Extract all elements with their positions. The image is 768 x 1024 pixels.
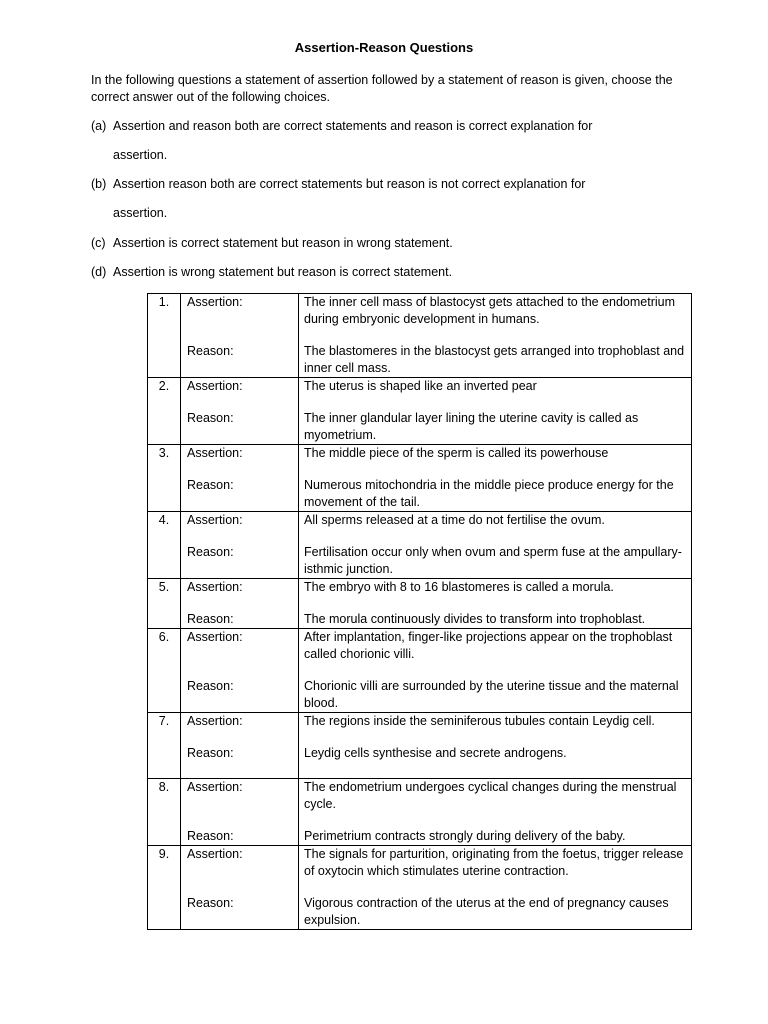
assertion-label: Assertion: — [187, 379, 243, 393]
choice-label: (b) — [91, 177, 107, 191]
question-number: 9. — [148, 846, 181, 930]
label-cell — [181, 445, 299, 512]
label-cell — [181, 378, 299, 445]
question-number: 1. — [148, 294, 181, 378]
choice-b — [91, 177, 691, 220]
reason-label: Reason: — [187, 896, 234, 910]
question-row — [148, 779, 692, 846]
reason-text: Leydig cells synthesise and secrete androgens. — [304, 746, 567, 760]
question-number: 3. — [148, 445, 181, 512]
assertion-label: Assertion: — [187, 513, 243, 527]
choice-c — [91, 236, 691, 250]
label-spacer — [187, 796, 298, 828]
statement-gap — [304, 880, 687, 895]
label-spacer — [187, 395, 298, 410]
questions-table — [147, 293, 692, 930]
statement-cell — [299, 779, 692, 846]
question-row — [148, 846, 692, 930]
question-row — [148, 445, 692, 512]
assertion-label: Assertion: — [187, 714, 243, 728]
reason-label: Reason: — [187, 344, 234, 358]
question-number: 8. — [148, 779, 181, 846]
label-cell — [181, 579, 299, 629]
choice-text: Assertion reason both are correct statements but reason is not correct explanation for — [113, 177, 586, 191]
instructions: In the following questions a statement of assertion followed by a statement of reason is given, choose the correct answer out of the following choices. — [91, 73, 673, 104]
choice-text-continued: assertion. — [113, 206, 168, 220]
reason-text: Vigorous contraction of the uterus at the end of pregnancy causes expulsion. — [304, 896, 669, 927]
statement-cell — [299, 378, 692, 445]
statement-cell — [299, 294, 692, 378]
statement-gap — [304, 395, 687, 410]
statement-cell — [299, 713, 692, 779]
assertion-text: The uterus is shaped like an inverted pear — [304, 379, 537, 393]
statement-gap — [304, 328, 687, 343]
choice-d — [91, 265, 691, 279]
reason-label: Reason: — [187, 612, 234, 626]
page-title: Assertion-Reason Questions — [294, 40, 474, 55]
choice-text: Assertion and reason both are correct statements and reason is correct explanation for — [113, 119, 593, 133]
choice-a — [91, 119, 691, 162]
reason-label: Reason: — [187, 545, 234, 559]
reason-text: The inner glandular layer lining the uterine cavity is called as myometrium. — [304, 411, 639, 442]
label-cell — [181, 512, 299, 579]
reason-text: Fertilisation occur only when ovum and sperm fuse at the ampullary-isthmic junction. — [304, 545, 682, 576]
question-number: 7. — [148, 713, 181, 779]
assertion-label: Assertion: — [187, 295, 243, 309]
assertion-text: After implantation, finger-like projections appear on the trophoblast called chorionic villi. — [304, 630, 673, 661]
assertion-text: The inner cell mass of blastocyst gets attached to the endometrium during embryonic development in humans. — [304, 295, 676, 326]
label-cell — [181, 294, 299, 378]
reason-text: Perimetrium contracts strongly during delivery of the baby. — [304, 829, 626, 843]
label-cell — [181, 779, 299, 846]
label-cell — [181, 713, 299, 779]
statement-cell — [299, 846, 692, 930]
label-spacer — [187, 311, 298, 343]
assertion-label: Assertion: — [187, 630, 243, 644]
label-cell — [181, 846, 299, 930]
statement-gap — [304, 462, 687, 477]
statement-gap — [304, 529, 687, 544]
reason-text: Chorionic villi are surrounded by the uterine tissue and the maternal blood. — [304, 679, 679, 710]
label-spacer — [187, 462, 298, 477]
reason-text: The blastomeres in the blastocyst gets arranged into trophoblast and inner cell mass. — [304, 344, 685, 375]
assertion-text: The signals for parturition, originating from the foetus, trigger release of oxytocin which stimulates uterine contraction. — [304, 847, 684, 878]
assertion-text: The embryo with 8 to 16 blastomeres is called a morula. — [304, 580, 614, 594]
reason-text: Numerous mitochondria in the middle piece produce energy for the movement of the tail. — [304, 478, 674, 509]
label-spacer — [187, 596, 298, 611]
choice-label: (d) — [91, 265, 107, 279]
label-spacer — [187, 646, 298, 678]
reason-label: Reason: — [187, 679, 234, 693]
question-row — [148, 294, 692, 378]
assertion-label: Assertion: — [187, 847, 243, 861]
statement-cell — [299, 579, 692, 629]
statement-gap — [304, 663, 687, 678]
statement-cell — [299, 445, 692, 512]
question-row — [148, 579, 692, 629]
statement-cell — [299, 512, 692, 579]
question-row — [148, 629, 692, 713]
assertion-text: The endometrium undergoes cyclical changes during the menstrual cycle. — [304, 780, 677, 811]
assertion-text: The regions inside the seminiferous tubules contain Leydig cell. — [304, 714, 655, 728]
label-spacer — [187, 529, 298, 544]
assertion-label: Assertion: — [187, 780, 243, 794]
assertion-label: Assertion: — [187, 446, 243, 460]
reason-text: The morula continuously divides to transform into trophoblast. — [304, 612, 646, 626]
statement-gap — [304, 813, 687, 828]
choice-label: (a) — [91, 119, 107, 133]
reason-label: Reason: — [187, 829, 234, 843]
statement-gap — [304, 730, 687, 745]
reason-label: Reason: — [187, 746, 234, 760]
label-spacer — [187, 863, 298, 895]
label-spacer — [187, 730, 298, 745]
question-row — [148, 378, 692, 445]
assertion-text: All sperms released at a time do not fertilise the ovum. — [304, 513, 605, 527]
question-row — [148, 512, 692, 579]
assertion-text: The middle piece of the sperm is called its powerhouse — [304, 446, 609, 460]
question-number: 4. — [148, 512, 181, 579]
choice-text-continued: assertion. — [113, 148, 168, 162]
choice-text: Assertion is correct statement but reason in wrong statement. — [113, 236, 453, 250]
question-number: 6. — [148, 629, 181, 713]
question-row — [148, 713, 692, 779]
label-cell — [181, 629, 299, 713]
reason-label: Reason: — [187, 478, 234, 492]
statement-cell — [299, 629, 692, 713]
assertion-label: Assertion: — [187, 580, 243, 594]
question-number: 5. — [148, 579, 181, 629]
question-number: 2. — [148, 378, 181, 445]
statement-gap — [304, 596, 687, 611]
reason-label: Reason: — [187, 411, 234, 425]
choice-label: (c) — [91, 236, 106, 250]
choice-text: Assertion is wrong statement but reason is correct statement. — [113, 265, 453, 279]
